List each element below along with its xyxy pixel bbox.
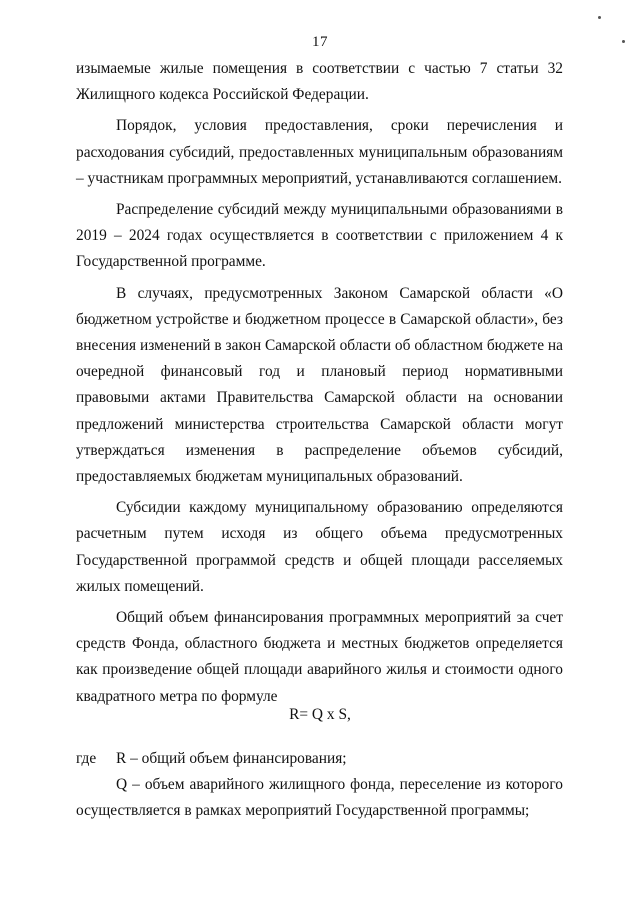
scan-speck <box>598 16 601 19</box>
scan-speck <box>622 40 625 43</box>
paragraph: Субсидии каждому муниципальному образованию определяются расчетным путем исходя из общего объема предусмотренных Государственной программой средств и общей площади расселяемых жилых помещений. <box>76 499 563 595</box>
paragraph: изымаемые жилые помещения в соответствии с частью 7 статьи 32 Жилищного кодекса Российской Федерации. <box>76 60 563 104</box>
where-word: где <box>76 750 97 767</box>
definitions-block <box>76 746 563 825</box>
definition-line <box>76 746 563 772</box>
paragraph: Распределение субсидий между муниципальными образованиями в 2019 – 2024 годах осуществляется в соответствии с приложением 4 к Государственной программе. <box>76 201 563 271</box>
page-number: 17 <box>312 34 328 50</box>
paragraph: Порядок, условия предоставления, сроки перечисления и расходования субсидий, предоставленных муниципальным образованиям – участникам программных мероприятий, устанавливаются соглашением. <box>76 117 563 187</box>
document-body <box>76 56 563 710</box>
definition-line: Q – объем аварийного жилищного фонда, переселение из которого осуществляется в рамках мероприятий Государственной программы; <box>76 776 563 820</box>
paragraph: В случаях, предусмотренных Законом Самарской области «О бюджетном устройстве и бюджетном процессе в Самарской области», без внесения изменений в закон Самарской области об областном бюджете на очередной финансовый год и плановый период нормативными правовыми актами Правительства Самарской области на основании предложений министерства строительства Самарской области могут утверждаться изменения в распределение объемов субсидий, предоставляемых бюджетам муниципальных образований. <box>76 284 563 486</box>
definition-text: R – общий объем финансирования; <box>116 750 347 767</box>
formula: R= Q x S, <box>289 706 351 723</box>
paragraph: Общий объем финансирования программных мероприятий за счет средств Фонда, областного бюджета и местных бюджетов определяется как произведение общей площади аварийного жилья и стоимости одного квадратного метра по формуле <box>76 609 563 705</box>
